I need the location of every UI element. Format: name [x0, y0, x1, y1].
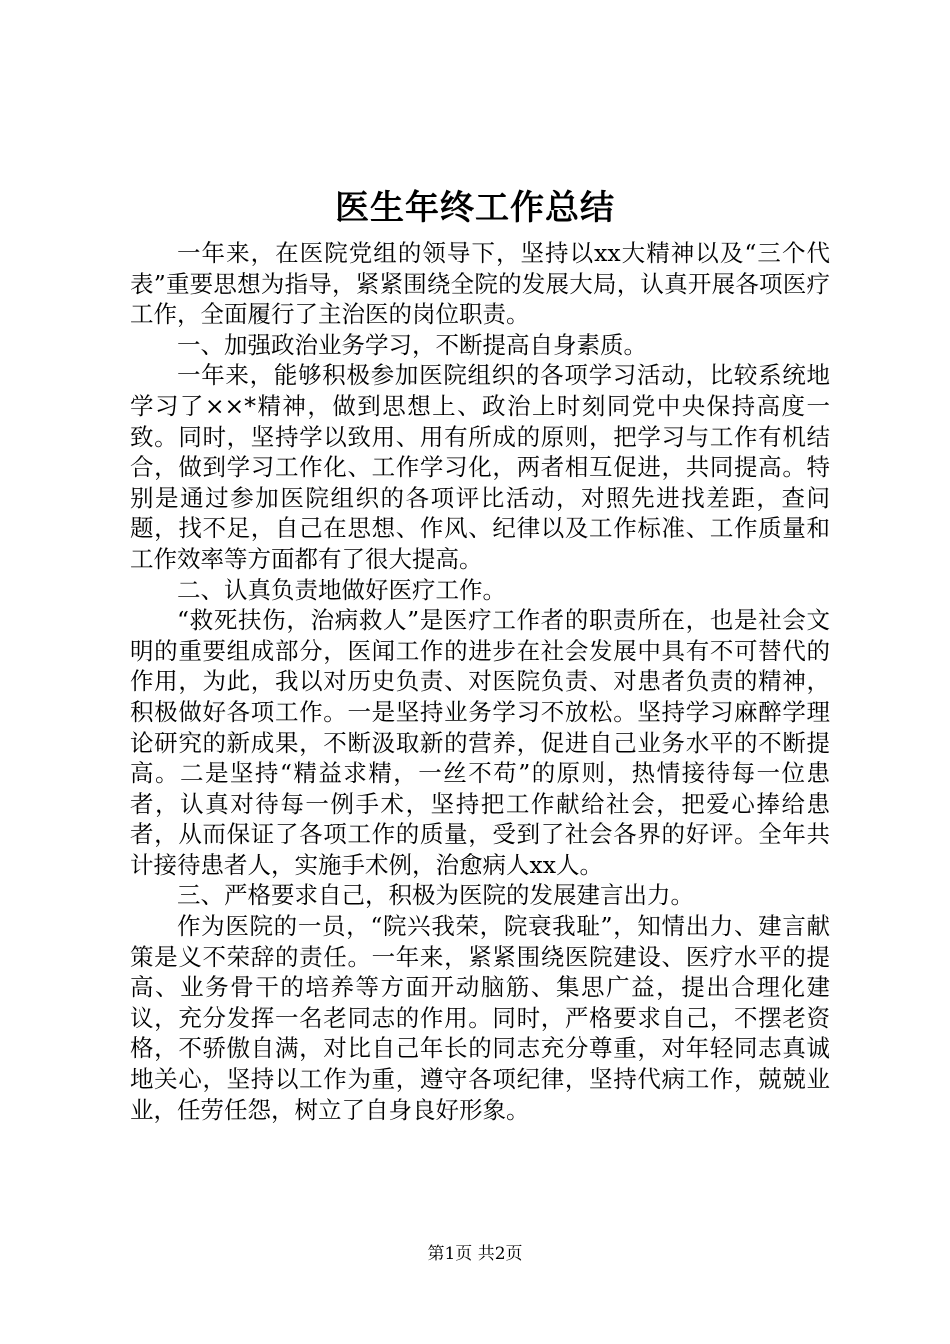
section-heading-1: 一、加强政治业务学习，不断提高自身素质。 [177, 330, 647, 359]
section-heading-3: 三、严格要求自己，积极为医院的发展建言出力。 [177, 881, 694, 910]
paragraph-intro: 一年来，在医院党组的领导下，坚持以xx大精神以及“三个代表”重要思想为指导，紧紧围绕全院的发展大局，认真开展各项医疗工作，全面履行了主治医的岗位职责。 [130, 239, 830, 329]
paragraph-section-3: 作为医院的一员，“院兴我荣，院衰我耻”，知情出力、建言献策是义不荣辞的责任。一年来，紧紧围绕医院建设、医疗水平的提高、业务骨干的培养等方面开动脑筋、集思广益，提出合理化建议，充分发挥一名老同志的作用。同时，严格要求自己，不摆老资格，不骄傲自满，对比自己年长的同志充分尊重，对年轻同志真诚地关心，坚持以工作为重，遵守各项纪律，坚持代病工作，兢兢业业，任劳任怨，树立了自身良好形象。 [130, 912, 830, 1124]
page-footer: 第1页 共2页 [427, 1244, 523, 1264]
document-body [130, 238, 830, 1125]
paragraph-section-1: 一年来，能够积极参加医院组织的各项学习活动，比较系统地学习了××*精神，做到思想上、政治上时刻同党中央保持高度一致。同时，坚持学以致用、用有所成的原则，把学习与工作有机结合，做到学习工作化、工作学习化，两者相互促进，共同提高。特别是通过参加医院组织的各项评比活动，对照先进找差距，查问题，找不足，自己在思想、作风、纪律以及工作标准、工作质量和工作效率等方面都有了很大提高。 [130, 361, 830, 573]
section-heading-2: 二、认真负责地做好医疗工作。 [177, 575, 506, 604]
paragraph-section-2: “救死扶伤，治病救人”是医疗工作者的职责所在，也是社会文明的重要组成部分，医闻工作的进步在社会发展中具有不可替代的作用，为此，我以对历史负责、对医院负责、对患者负责的精神，积极做好各项工作。一是坚持业务学习不放松。坚持学习麻醉学理论研究的新成果，不断汲取新的营养，促进自己业务水平的不断提高。二是坚持“精益求精，一丝不苟”的原则，热情接待每一位患者，认真对待每一例手术，坚持把工作献给社会，把爱心捧给患者，从而保证了各项工作的质量，受到了社会各界的好评。全年共计接待患者人，实施手术例，治愈病人xx人。 [130, 606, 830, 879]
document-title: 医生年终工作总结 [335, 188, 615, 228]
